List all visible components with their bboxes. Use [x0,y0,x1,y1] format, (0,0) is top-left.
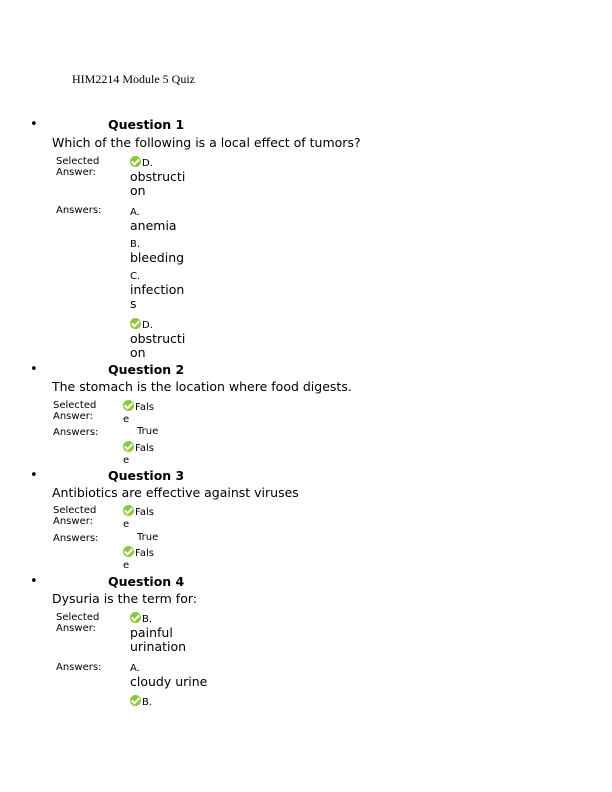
bullet: • [30,117,38,132]
check-circle-icon [123,505,134,516]
q1-option-a: A. anemia [130,207,177,233]
bullet: • [30,574,38,589]
q3-selected-answer: Fals e [123,507,154,530]
selected-answer-label: Selected Answer: [56,156,100,178]
question-4-text: Dysuria is the term for: [52,591,197,606]
question-3-heading: Question 3 [108,468,185,483]
answers-label: Answers: [56,662,102,673]
answers-label: Answers: [53,427,99,438]
selected-answer-label: Selected Answer: [56,612,100,634]
q1-option-b: B. bleeding [130,239,185,265]
q1-option-c: C. infection s [130,271,185,311]
document-title: HIM2214 Module 5 Quiz [72,72,195,86]
check-circle-icon [130,318,141,329]
check-circle-icon [130,612,141,623]
question-4-heading: Question 4 [108,574,185,589]
bullet: • [30,362,38,377]
q4-option-b: B. [130,694,152,709]
question-2-heading: Question 2 [108,362,185,377]
q4-option-a: A. cloudy urine [130,663,208,689]
q1-selected-answer: D. obstructi on [130,158,186,198]
selected-answer-label: Selected Answer: [53,505,97,527]
q3-option-false: Fals e [123,548,154,571]
check-circle-icon [130,156,141,167]
check-circle-icon [123,441,134,452]
q4-selected-answer: B. painful urination [130,614,187,654]
answers-label: Answers: [56,205,102,216]
question-3-text: Antibiotics are effective against viruses [52,485,299,500]
check-circle-icon [130,695,141,706]
q2-selected-answer: Fals e [123,402,154,425]
q3-option-true: True [137,532,159,543]
selected-answer-label: Selected Answer: [53,400,97,422]
q2-option-true: True [137,426,159,437]
answers-label: Answers: [53,533,99,544]
q1-option-d: D. obstructi on [130,320,186,360]
check-circle-icon [123,546,134,557]
bullet: • [30,468,38,483]
question-1-text: Which of the following is a local effect of tumors? [52,135,361,150]
q2-option-false: Fals e [123,443,154,466]
question-2-text: The stomach is the location where food digests. [52,379,352,394]
question-1-heading: Question 1 [108,117,185,132]
check-circle-icon [123,400,134,411]
